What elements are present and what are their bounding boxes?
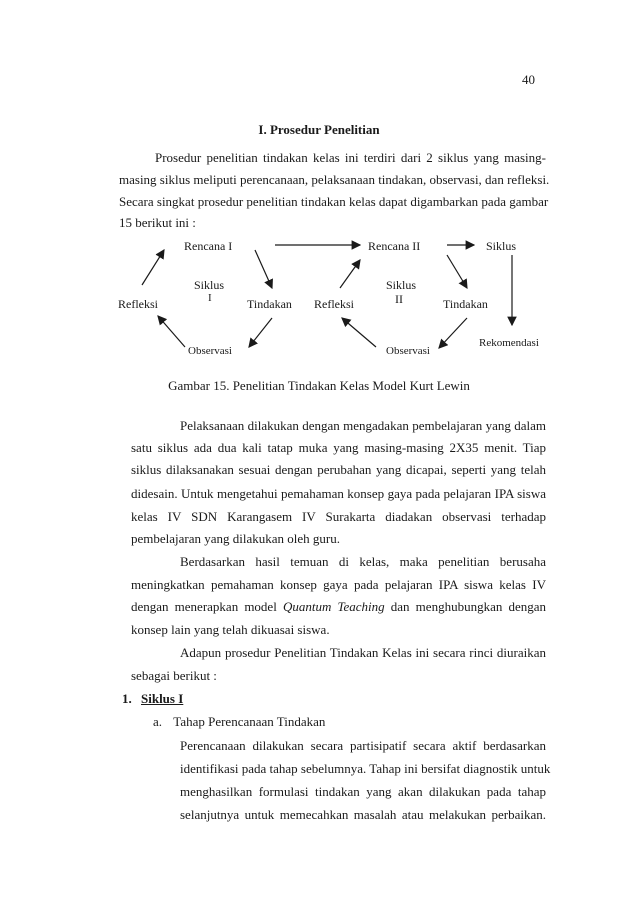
para2-line: Berdasarkan hasil temuan di kelas, maka penelitian berusaha xyxy=(180,554,546,569)
arrow-rencana-2-to-tindakan-2 xyxy=(447,255,467,288)
para2-line: meningkatkan pemahaman konsep gaya pada pelajaran IPA siswa kelas IV xyxy=(131,577,546,592)
tindakan-1-label: Tindakan xyxy=(247,297,292,311)
rencana-1-label: Rencana I xyxy=(184,239,233,253)
arrow-observasi-1-to-refleksi-1 xyxy=(158,316,185,347)
rencana-2-label: Rencana II xyxy=(368,239,421,253)
para1-line: siklus dilaksanakan sesuai dengan perubahan yang dicapai, seperti yang telah xyxy=(131,462,546,477)
list-heading: Siklus I xyxy=(141,691,184,706)
siklus-1-number: I xyxy=(208,292,212,304)
sub-para-line: Perencanaan dilakukan secara partisipatif secara aktif berdasarkan xyxy=(180,738,546,753)
sub-para-line: identifikasi pada tahap sebelumnya. Tahap ini bersifat diagnostik untuk xyxy=(180,761,551,776)
siklus-end-label: Siklus xyxy=(486,239,517,253)
para1-line: kelas IV SDN Karangasem IV Surakarta diadakan observasi terhadap xyxy=(131,509,546,524)
refleksi-2-label: Refleksi xyxy=(314,297,354,311)
arrow-refleksi-to-rencana-1 xyxy=(142,250,164,285)
arrow-tindakan-1-to-observasi-1 xyxy=(249,318,272,347)
intro-line: masing siklus meliputi perencanaan, pelaksanaan tindakan, observasi, dan refleksi. xyxy=(119,172,550,187)
sub-label: a. xyxy=(153,714,163,729)
sub-para-line: selanjutnya untuk memecahkan masalah atau melakukan perbaikan. xyxy=(180,807,546,822)
para2-line: konsep lain yang telah dikuasai siswa. xyxy=(131,622,330,637)
sub-heading: Tahap Perencanaan Tindakan xyxy=(173,714,326,729)
tindakan-2-label: Tindakan xyxy=(443,297,488,311)
arrow-rencana-1-to-tindakan-1 xyxy=(255,250,272,288)
section-title: I. Prosedur Penelitian xyxy=(258,122,380,137)
sub-heading-row xyxy=(153,713,325,731)
list-number: 1. xyxy=(122,691,132,706)
rekomendasi-label: Rekomendasi xyxy=(479,337,539,349)
siklus-2-label: Siklus xyxy=(386,278,417,292)
siklus-1-label: Siklus xyxy=(194,278,225,292)
sub-para-line: menghasilkan formulasi tindakan yang akan dilakukan pada tahap xyxy=(180,784,546,799)
para3-line: sebagai berikut : xyxy=(131,668,217,683)
page-number: 40 xyxy=(522,72,535,87)
cycle-diagram xyxy=(112,230,552,370)
para1-line: pembelajaran yang dilakukan oleh guru. xyxy=(131,531,341,546)
observasi-2-label: Observasi xyxy=(386,345,430,357)
para3-line: Adapun prosedur Penelitian Tindakan Kelas ini secara rinci diuraikan xyxy=(180,645,546,660)
arrow-refleksi-2-to-rencana-2 xyxy=(340,260,360,288)
figure-caption: Gambar 15. Penelitian Tindakan Kelas Model Kurt Lewin xyxy=(168,378,470,393)
refleksi-1-label: Refleksi xyxy=(118,297,158,311)
siklus-2-number: II xyxy=(395,292,403,306)
intro-line: Secara singkat prosedur penelitian tindakan kelas dapat digambarkan pada gambar xyxy=(119,194,549,209)
observasi-1-label: Observasi xyxy=(188,345,232,357)
list-item-siklus-1 xyxy=(122,690,183,708)
arrow-tindakan-2-to-observasi-2 xyxy=(439,318,467,348)
para1-line: didesain. Untuk mengetahui pemahaman konsep gaya pada pelajaran IPA siswa xyxy=(131,486,546,501)
italic-term: Quantum Teaching xyxy=(282,599,385,614)
para1-line: satu siklus ada dua kali tatap muka yang masing-masing 2X35 menit. Tiap xyxy=(131,440,546,455)
arrow-observasi-2-to-refleksi-2 xyxy=(342,318,376,347)
para1-line: Pelaksanaan dilakukan dengan mengadakan pembelajaran yang dalam xyxy=(180,418,546,433)
intro-line: Prosedur penelitian tindakan kelas ini terdiri dari 2 siklus yang masing- xyxy=(155,150,546,165)
para2-line: dengan menerapkan model Quantum Teaching dan menghubungkan dengan xyxy=(131,599,546,614)
intro-line: 15 berikut ini : xyxy=(119,215,196,230)
